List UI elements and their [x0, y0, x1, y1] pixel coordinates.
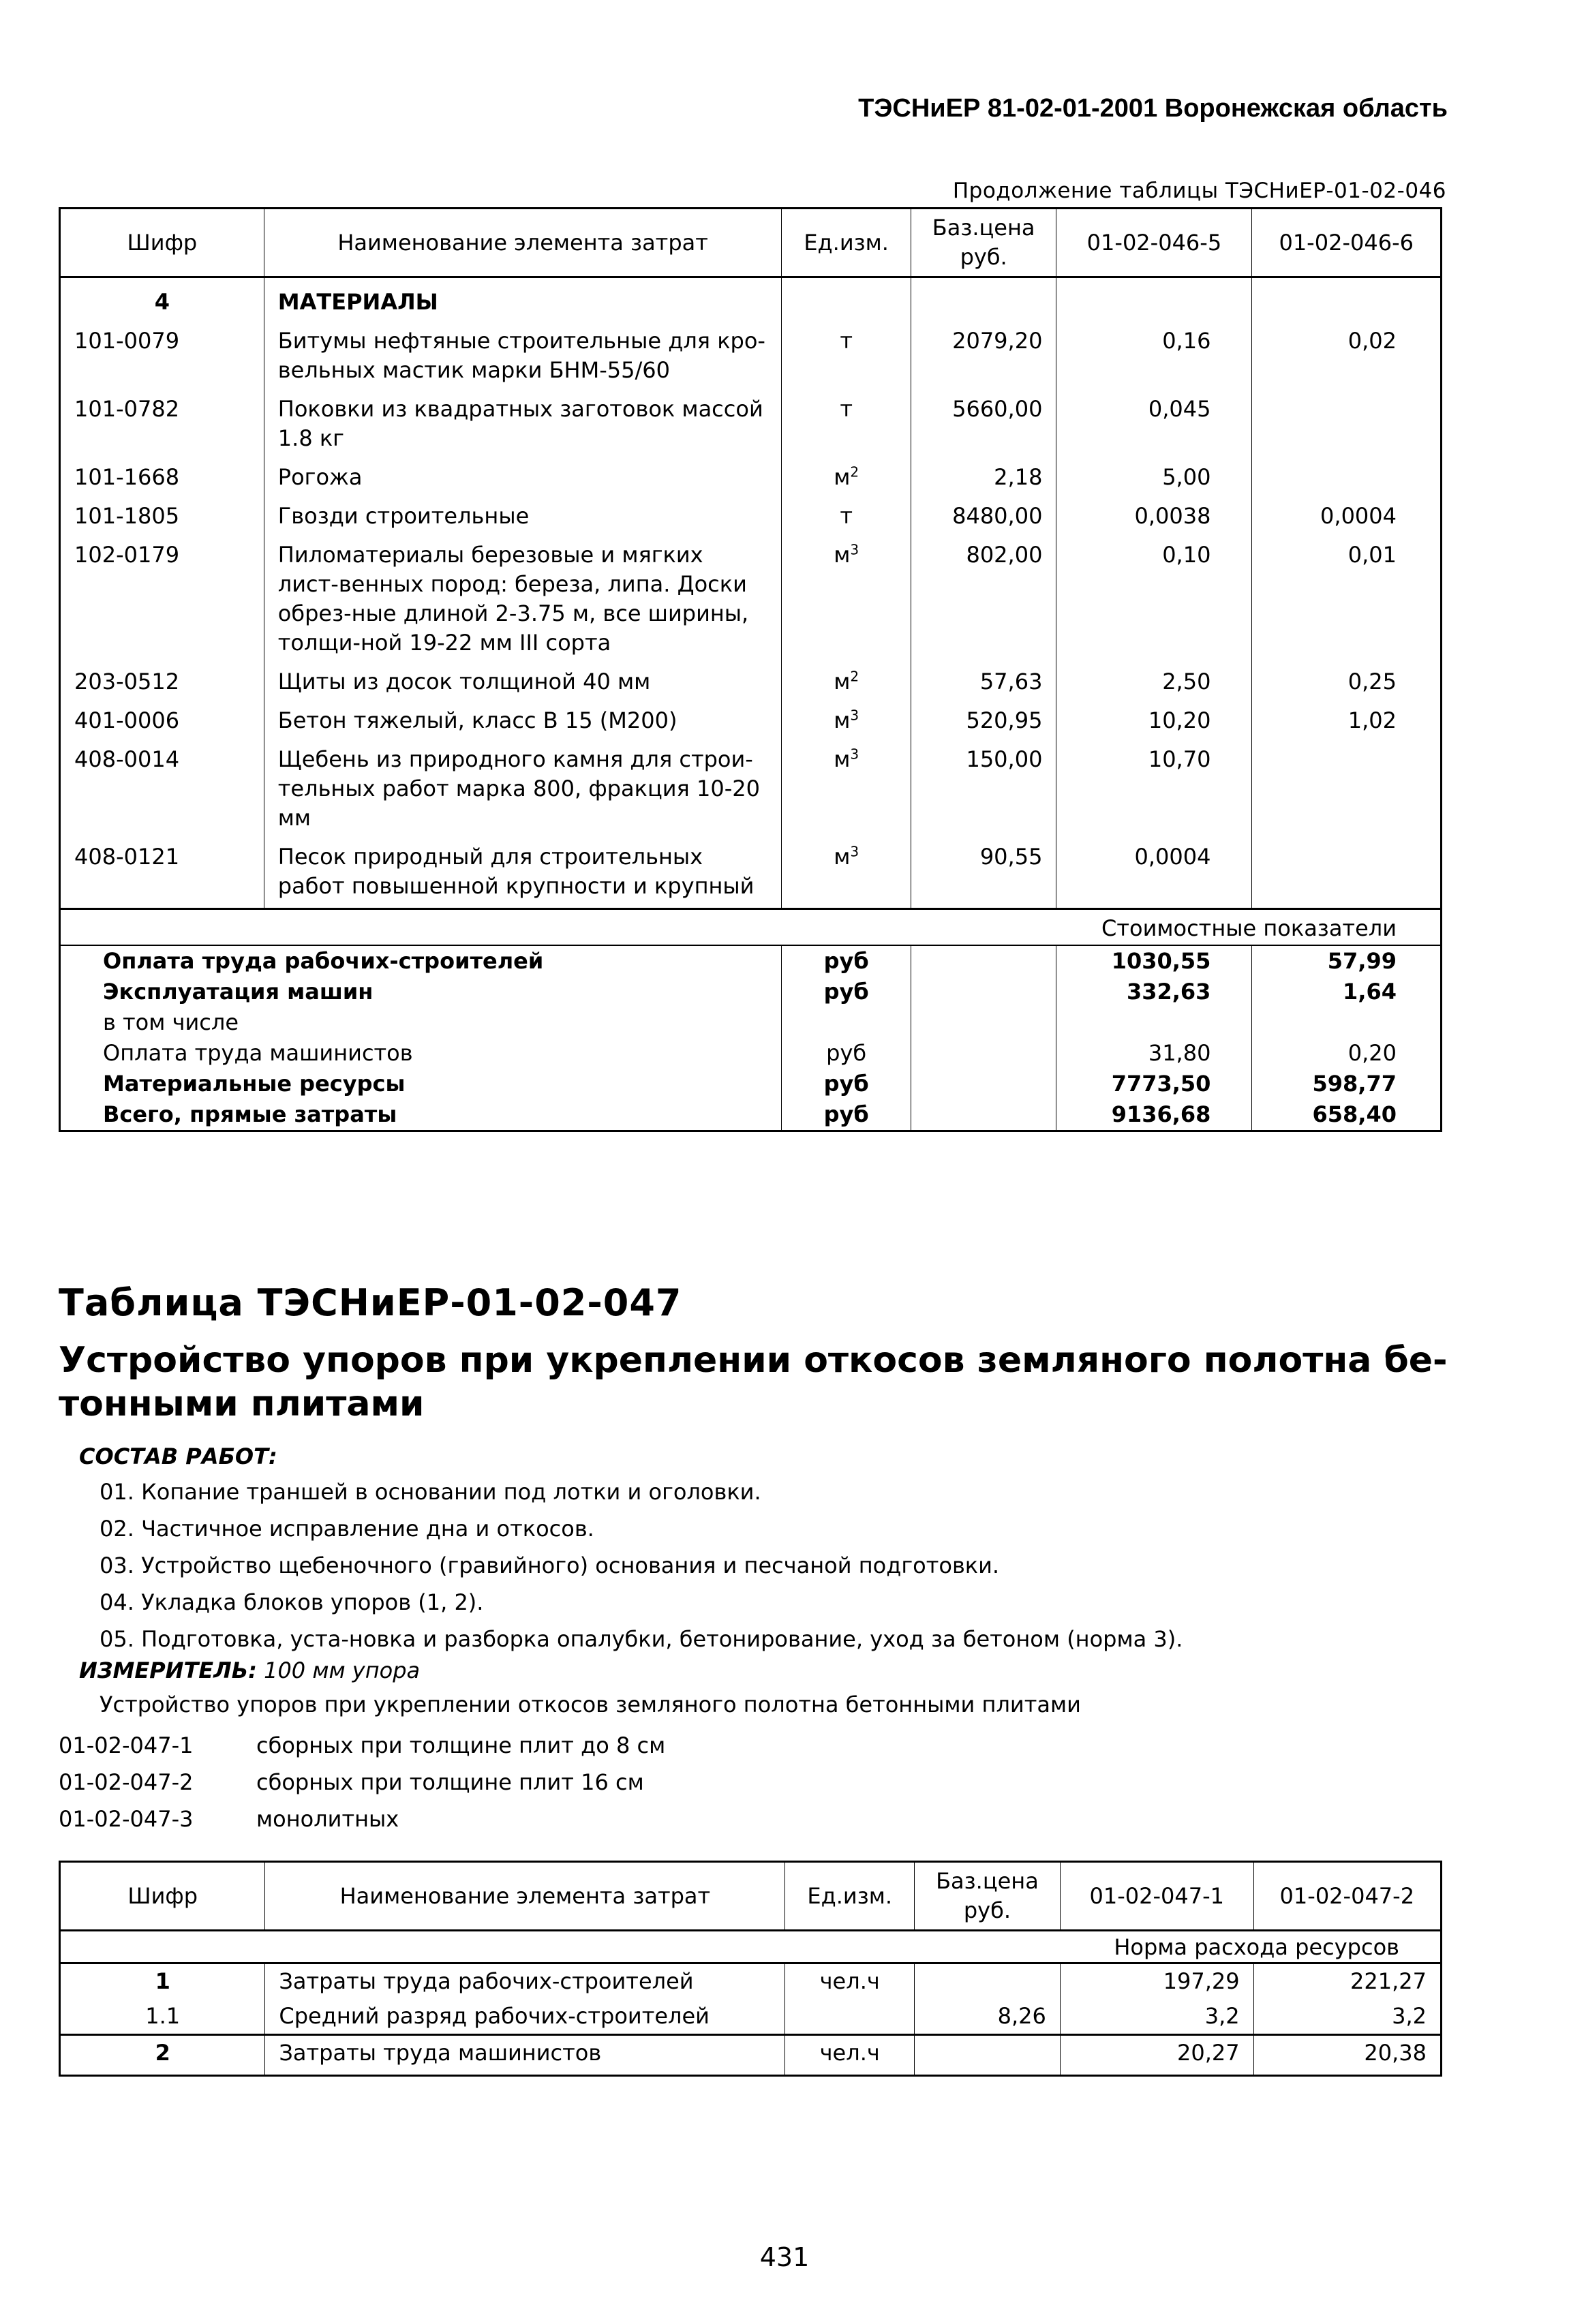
- row-name: Рогожа: [264, 453, 782, 492]
- row-value-1: 3,2: [1060, 1999, 1253, 2035]
- cost-unit: руб: [782, 1038, 911, 1069]
- row-value-5: 10,20: [1056, 697, 1252, 735]
- norm-section-label: Норма расхода ресурсов: [60, 1931, 1442, 1963]
- cost-value-5: 7773,50: [1056, 1069, 1252, 1099]
- row-value-6: [1252, 385, 1442, 453]
- cost-unit: руб: [782, 1099, 911, 1131]
- row-value-5: 5,00: [1056, 453, 1252, 492]
- row-unit: $м^2$: [782, 453, 911, 492]
- column-header-unit: Ед.изм.: [785, 1862, 915, 1931]
- meter-label: ИЗМЕРИТЕЛЬ:: [79, 1657, 257, 1683]
- section-title: Устройство упоров при укреплении откосов земляного полотна бе-тонными плитами: [59, 1340, 1448, 1424]
- row-name: Щиты из досок толщиной 40 мм: [264, 658, 782, 697]
- column-header-name: Наименование элемента затрат: [265, 1862, 785, 1931]
- variant-code: 01-02-047-3: [59, 1806, 194, 1832]
- variant-code: 01-02-047-2: [59, 1769, 194, 1795]
- table-title: Таблица ТЭСНиЕР-01-02-047: [59, 1281, 682, 1324]
- cost-label: Оплата труда машинистов: [60, 1038, 782, 1069]
- row-name: Гвозди строительные: [264, 492, 782, 531]
- row-value-5: 0,0038: [1056, 492, 1252, 531]
- row-value-5: 2,50: [1056, 658, 1252, 697]
- row-value-6: 0,25: [1252, 658, 1442, 697]
- variant-list: [59, 1727, 665, 1837]
- row-price: 8480,00: [911, 492, 1056, 531]
- meter-value: 100 мм упора: [264, 1657, 421, 1683]
- row-price: 150,00: [911, 735, 1056, 833]
- row-code: 101-0079: [60, 317, 264, 385]
- list-item: 04. Укладка блоков упоров (1, 2).: [100, 1589, 484, 1615]
- cost-label: Всего, прямые затраты: [60, 1099, 782, 1131]
- row-value-6: [1252, 833, 1442, 909]
- cost-value-5: 31,80: [1056, 1038, 1252, 1069]
- row-code: 1: [60, 1963, 265, 2000]
- column-header-norm-2: 01-02-047-2: [1253, 1862, 1441, 1931]
- row-unit: т: [782, 317, 911, 385]
- table-continuation-note: Продолжение таблицы ТЭСНиЕР-01-02-046: [952, 179, 1446, 203]
- cost-row: [60, 1099, 1442, 1131]
- row-value-6: 0,0004: [1252, 492, 1442, 531]
- row-value-6: 0,01: [1252, 531, 1442, 658]
- cost-label: Эксплуатация машин: [60, 977, 782, 1007]
- section-description: Устройство упоров при укреплении откосов земляного полотна бетонными плитами: [100, 1692, 1081, 1717]
- column-header-norm-1: 01-02-047-1: [1060, 1862, 1253, 1931]
- table-row: [60, 658, 1442, 697]
- row-code: 102-0179: [60, 531, 264, 658]
- work-composition-label: СОСТАВ РАБОТ:: [79, 1443, 277, 1469]
- column-header-norm-5: 01-02-046-5: [1056, 209, 1252, 277]
- row-price: 520,95: [911, 697, 1056, 735]
- cost-value-5: 332,63: [1056, 977, 1252, 1007]
- row-unit: $м^2$: [782, 658, 911, 697]
- row-unit: $м^3$: [782, 735, 911, 833]
- row-code: 101-1805: [60, 492, 264, 531]
- table-row: [60, 735, 1442, 833]
- row-value-5: 0,16: [1056, 317, 1252, 385]
- list-item: 01. Копание траншей в основании под лотки и оголовки.: [100, 1479, 761, 1505]
- table-row: [60, 697, 1442, 735]
- row-code: 4: [60, 277, 264, 318]
- table-row: [60, 531, 1442, 658]
- row-name: МАТЕРИАЛЫ: [264, 277, 782, 318]
- row-price: [915, 1963, 1061, 2000]
- column-header-code: Шифр: [60, 1862, 265, 1931]
- table-row: [60, 317, 1442, 385]
- variant-text: монолитных: [256, 1806, 399, 1832]
- column-header-name: Наименование элемента затрат: [264, 209, 782, 277]
- column-header-unit: Ед.изм.: [782, 209, 911, 277]
- column-header-code: Шифр: [60, 209, 264, 277]
- row-unit: [785, 1999, 915, 2035]
- column-header-price: Баз.цена руб.: [911, 209, 1056, 277]
- row-name: Средний разряд рабочих-строителей: [265, 1999, 785, 2035]
- list-item: 03. Устройство щебеночного (гравийного) основания и песчаной подготовки.: [100, 1553, 1000, 1578]
- row-price: 2079,20: [911, 317, 1056, 385]
- row-value-6: 0,02: [1252, 317, 1442, 385]
- cost-value-6: 0,20: [1252, 1038, 1442, 1069]
- table-row: [60, 453, 1442, 492]
- cost-value-6: 1,64: [1252, 977, 1442, 1007]
- table-row: [60, 2035, 1442, 2076]
- row-unit: $м^3$: [782, 697, 911, 735]
- row-name: Щебень из природного камня для строи-тельных работ марка 800, фракция 10-20 мм: [264, 735, 782, 833]
- meter-line: [79, 1657, 420, 1683]
- variant-text: сборных при толщине плит до 8 см: [256, 1732, 666, 1758]
- row-price: 90,55: [911, 833, 1056, 909]
- row-unit: $м^3$: [782, 833, 911, 909]
- row-value-6: [1252, 453, 1442, 492]
- row-name: Поковки из квадратных заготовок массой 1.8 кг: [264, 385, 782, 453]
- row-code: 1.1: [60, 1999, 265, 2035]
- row-code: 408-0121: [60, 833, 264, 909]
- work-composition-list: [100, 1473, 1183, 1657]
- cost-value-6: 57,99: [1252, 945, 1442, 977]
- row-name: Бетон тяжелый, класс В 15 (М200): [264, 697, 782, 735]
- table-row: [60, 277, 1442, 318]
- row-value-6: [1252, 735, 1442, 833]
- row-code: 2: [60, 2035, 265, 2076]
- list-item: [59, 1764, 665, 1801]
- cost-row: [60, 1038, 1442, 1069]
- row-name: Битумы нефтяные строительные для кро-вельных мастик марки БНМ-55/60: [264, 317, 782, 385]
- column-header-norm-6: 01-02-046-6: [1252, 209, 1442, 277]
- row-unit: чел.ч: [785, 1963, 915, 2000]
- list-item: 02. Частичное исправление дна и откосов.: [100, 1516, 594, 1542]
- row-unit: т: [782, 385, 911, 453]
- cost-row: [60, 945, 1442, 977]
- row-price: 2,18: [911, 453, 1056, 492]
- row-unit: чел.ч: [785, 2035, 915, 2076]
- page-header-title: ТЭСНиЕР 81-02-01-2001 Воронежская область: [858, 94, 1448, 123]
- row-code: 401-0006: [60, 697, 264, 735]
- table-row: [60, 1963, 1442, 2000]
- cost-unit: руб: [782, 945, 911, 977]
- row-code: 101-0782: [60, 385, 264, 453]
- resource-table-047: [59, 1861, 1442, 2077]
- cost-unit: руб: [782, 1069, 911, 1099]
- cost-value-6: 598,77: [1252, 1069, 1442, 1099]
- variant-code: 01-02-047-1: [59, 1732, 194, 1758]
- row-price: 5660,00: [911, 385, 1056, 453]
- list-item: [59, 1801, 665, 1837]
- row-value-2: 3,2: [1253, 1999, 1441, 2035]
- row-value-1: 20,27: [1060, 2035, 1253, 2076]
- row-name: Затраты труда машинистов: [265, 2035, 785, 2076]
- column-header-price: Баз.цена руб.: [915, 1862, 1061, 1931]
- cost-label: в том числе: [60, 1007, 782, 1038]
- cost-row: [60, 1007, 1442, 1038]
- row-value-2: 20,38: [1253, 2035, 1441, 2076]
- list-item: 05. Подготовка, уста-новка и разборка опалубки, бетонирование, уход за бетоном (норма 3).: [100, 1626, 1183, 1652]
- cost-value-6: 658,40: [1252, 1099, 1442, 1131]
- page-number: 431: [759, 2242, 810, 2272]
- row-value-5: 0,045: [1056, 385, 1252, 453]
- resource-table-046: [59, 207, 1442, 1132]
- cost-value-5: 1030,55: [1056, 945, 1252, 977]
- cost-value-5: 9136,68: [1056, 1099, 1252, 1131]
- row-value-2: 221,27: [1253, 1963, 1441, 2000]
- row-price: 8,26: [915, 1999, 1061, 2035]
- row-value-5: 0,10: [1056, 531, 1252, 658]
- table-row: [60, 1999, 1442, 2035]
- row-code: 408-0014: [60, 735, 264, 833]
- row-name: Песок природный для строительных работ повышенной крупности и крупный: [264, 833, 782, 909]
- row-unit: $м^3$: [782, 531, 911, 658]
- cost-unit: руб: [782, 977, 911, 1007]
- row-value-6: 1,02: [1252, 697, 1442, 735]
- row-price: 57,63: [911, 658, 1056, 697]
- row-code: 101-1668: [60, 453, 264, 492]
- row-value-5: 0,0004: [1056, 833, 1252, 909]
- list-item: [59, 1727, 665, 1764]
- row-unit: т: [782, 492, 911, 531]
- table-row: [60, 833, 1442, 909]
- row-price: [915, 2035, 1061, 2076]
- cost-row: [60, 977, 1442, 1007]
- cost-section-label: Стоимостные показатели: [60, 909, 1442, 946]
- cost-row: [60, 1069, 1442, 1099]
- row-price: 802,00: [911, 531, 1056, 658]
- table-row: [60, 492, 1442, 531]
- row-code: 203-0512: [60, 658, 264, 697]
- cost-label: Оплата труда рабочих-строителей: [60, 945, 782, 977]
- row-value-1: 197,29: [1060, 1963, 1253, 2000]
- table-row: [60, 385, 1442, 453]
- cost-label: Материальные ресурсы: [60, 1069, 782, 1099]
- row-name: Затраты труда рабочих-строителей: [265, 1963, 785, 2000]
- variant-text: сборных при толщине плит 16 см: [256, 1769, 644, 1795]
- row-value-5: 10,70: [1056, 735, 1252, 833]
- row-name: Пиломатериалы березовые и мягких лист-венных пород: береза, липа. Доски обрез-ные длиной 2-3.75 м, все ширины, толщи-ной 19-22 мм III сорта: [264, 531, 782, 658]
